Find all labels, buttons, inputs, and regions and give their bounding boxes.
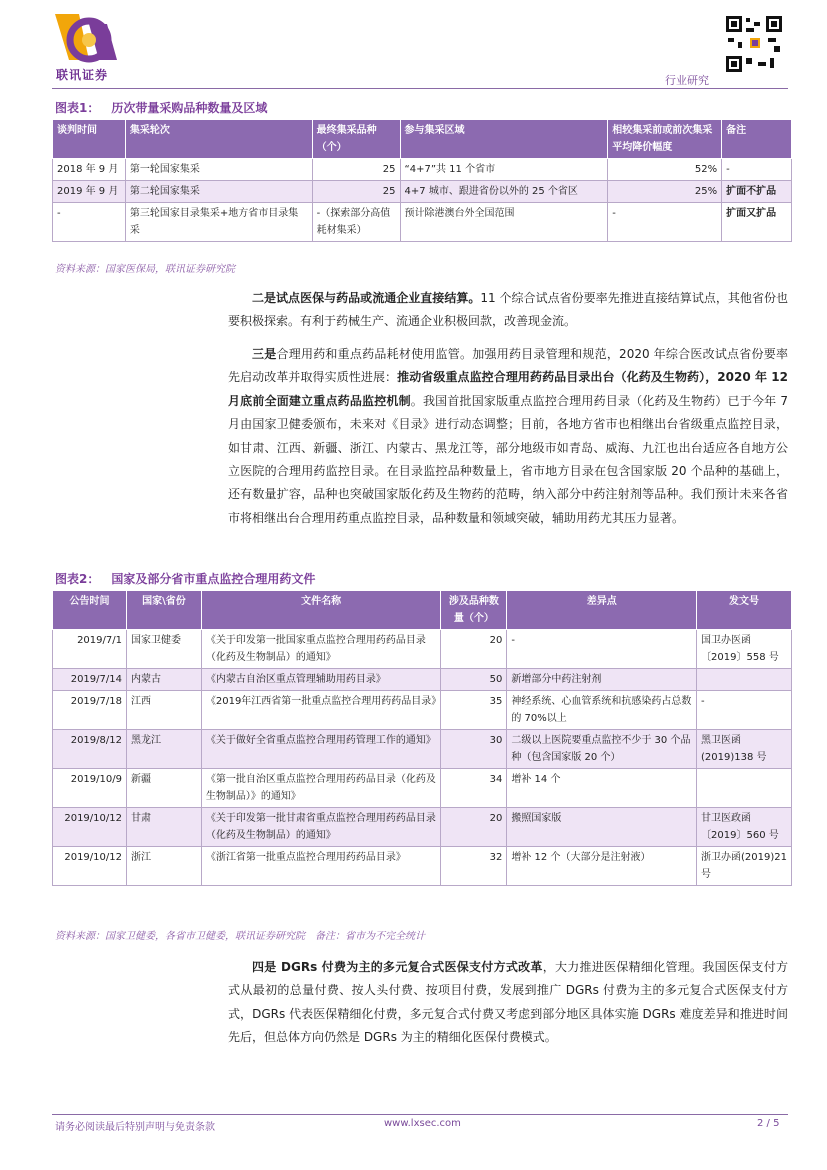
table-row — [53, 181, 792, 203]
table-cell: - — [722, 159, 792, 181]
table-cell: 2018 年 9 月 — [53, 159, 126, 181]
table-cell: 搬照国家版 — [507, 808, 697, 847]
table-cell: 2019/10/12 — [53, 847, 127, 886]
table-cell: 30 — [441, 730, 507, 769]
table1-header: 参与集采区域 — [400, 120, 608, 159]
table-cell: 增补 14 个 — [507, 769, 697, 808]
qr-code — [724, 14, 784, 74]
footer-website-link[interactable]: www.lxsec.com — [384, 1118, 461, 1129]
table2-header: 发文号 — [697, 591, 792, 630]
table-cell: 国卫办医函〔2019〕558 号 — [697, 630, 792, 669]
table-cell: 《关于印发第一批国家重点监控合理用药药品目录（化药及生物制品）的通知》 — [201, 630, 441, 669]
table2-header: 公告时间 — [53, 591, 127, 630]
table-cell: 25% — [608, 181, 722, 203]
table2 — [52, 590, 792, 886]
table1-source: 资料来源：国家医保局，联讯证券研究院 — [55, 264, 235, 275]
table1-header: 谈判时间 — [53, 120, 126, 159]
table-cell: 增补 12 个（大部分是注射液） — [507, 847, 697, 886]
table-cell: - — [53, 203, 126, 242]
table-cell: 4+7 城市、跟进省份以外的 25 个省区 — [400, 181, 608, 203]
table-cell: 32 — [441, 847, 507, 886]
table-cell: “4+7”共 11 个省市 — [400, 159, 608, 181]
table-cell: 《关于印发第一批甘肃省重点监控合理用药药品目录（化药及生物制品）的通知》 — [201, 808, 441, 847]
paragraph-text: ，大力推进医保精细化管理。我国医保支付方式从最初的总量付费、按人头付费、按项目付费，发展到推广 DGRs 付费为主的多元复合式医保支付方式，DGRs 代表医保精细化付费，多元复合式付费又考虑到部分地区具体实施 DGRs 难度差异和推进时间先后，但总体方向仍然是 DGRs 为主的精细化医保付费模式。 — [228, 960, 788, 1045]
paragraph-text: 11 个综合试点省份要率先推进直接结算试点，其他省份也要积极探索。有利于药械生产、流通企业积极回款，改善现金流。 — [228, 291, 788, 329]
paragraph-settlement — [228, 287, 788, 334]
paragraph-lead: 四是 DGRs 付费为主的多元复合式医保支付方式改革 — [252, 960, 543, 974]
table2-header: 差异点 — [507, 591, 697, 630]
table-cell — [697, 769, 792, 808]
table-cell: 黑卫医函(2019)138 号 — [697, 730, 792, 769]
table-row — [53, 630, 792, 669]
table-row — [53, 669, 792, 691]
table2-caption — [55, 570, 327, 587]
table1-label: 图表1： — [55, 101, 100, 115]
table2-header: 文件名称 — [201, 591, 441, 630]
table-cell: 50 — [441, 669, 507, 691]
header-divider — [52, 88, 788, 89]
table-cell: 内蒙古 — [126, 669, 201, 691]
table2-label: 图表2： — [55, 572, 100, 586]
table2-title: 国家及部分省市重点监控合理用药文件 — [111, 572, 316, 586]
table-row — [53, 691, 792, 730]
paragraph-emphasis: 推动省级重点监控合理用药药品目录出台（化药及生物药），2020 年 12 月底前全面建立重点药品监控机制 — [228, 370, 788, 408]
table1-header: 最终集采品种（个） — [312, 120, 400, 159]
table-cell: 20 — [441, 630, 507, 669]
footer-divider — [52, 1114, 788, 1115]
footer-disclaimer[interactable]: 请务必阅读最后特别声明与免责条款 — [55, 1122, 215, 1133]
table1-header: 相较集采前或前次集采平均降价幅度 — [608, 120, 722, 159]
table-cell: 2019/7/14 — [53, 669, 127, 691]
paragraph-text: 。我国首批国家版重点监控合理用药目录（化药及生物药）已于今年 7 月由国家卫健委颁布，未来对《目录》进行动态调整；目前，各地方省市也相继出台省级重点监控目录，如甘肃、江西、新疆、浙江、内蒙古、黑龙江等，部分地级市如青岛、威海、九江也出台适应各自地方公立医院的合理用药监控目录。在目录监控品种数量上，省市地方目录在包含国家版 20 个品种的基础上，还有数量扩容，品种也突破国家版化药及生物药的范畴，纳入部分中药注射剂等品种。我们预计未来各省市将相继出台合理用药重点监控目录，品种数量和领域突破，辅助用药尤其压力显著。 — [228, 393, 788, 525]
table-cell: - — [697, 691, 792, 730]
table-cell: 25 — [312, 181, 400, 203]
table-row — [53, 159, 792, 181]
table-cell: -（探索部分高值耗材集采） — [312, 203, 400, 242]
table-cell: 35 — [441, 691, 507, 730]
table-cell: 2019/7/18 — [53, 691, 127, 730]
table1-caption — [55, 99, 279, 116]
table-cell: 甘肃 — [126, 808, 201, 847]
table-cell: 《2019年江西省第一批重点监控合理用药药品目录》 — [201, 691, 441, 730]
table2-header: 国家\省份 — [126, 591, 201, 630]
logo-text: 联讯证券 — [56, 68, 109, 82]
table-cell: 新增部分中药注射剂 — [507, 669, 697, 691]
table2-header-row — [53, 591, 792, 630]
table-cell: 神经系统、心血管系统和抗感染药占总数的 70%以上 — [507, 691, 697, 730]
table-row — [53, 730, 792, 769]
table-cell — [697, 669, 792, 691]
table1-header-row — [53, 120, 792, 159]
table-row — [53, 769, 792, 808]
paragraph-lead: 三是 — [252, 347, 277, 361]
table2-source: 资料来源：国家卫健委，各省市卫健委，联讯证券研究院 备注：省市为不完全统计 — [55, 931, 425, 942]
table-cell: 第二轮国家集采 — [125, 181, 312, 203]
table-cell: 《浙江省第一批重点监控合理用药药品目录》 — [201, 847, 441, 886]
table-cell: 甘卫医政函〔2019〕560 号 — [697, 808, 792, 847]
table-cell: 预计除港澳台外全国范围 — [400, 203, 608, 242]
table-cell: 《第一批自治区重点监控合理用药药品目录（化药及生物制品）》的通知》 — [201, 769, 441, 808]
table-cell: 浙卫办函(2019)21 号 — [697, 847, 792, 886]
table-cell: 浙江 — [126, 847, 201, 886]
paragraph-lead: 二是试点医保与药品或流通企业直接结算。 — [252, 291, 481, 305]
table-cell: 2019/10/9 — [53, 769, 127, 808]
table-cell: 二级以上医院要重点监控不少于 30 个品种（包含国家版 20 个） — [507, 730, 697, 769]
report-category: 行业研究 — [665, 74, 709, 87]
table-cell: 第三轮国家目录集采+地方省市目录集采 — [125, 203, 312, 242]
table1 — [52, 119, 792, 242]
table-row — [53, 847, 792, 886]
table1-title: 历次带量采购品种数量及区域 — [111, 101, 268, 115]
table-cell: 新疆 — [126, 769, 201, 808]
table-cell: 2019/8/12 — [53, 730, 127, 769]
paragraph-rational-drug-use — [228, 343, 788, 530]
table-cell: 扩面不扩品 — [722, 181, 792, 203]
paragraph-dgrs-payment — [228, 956, 788, 1050]
table-cell: 2019/7/1 — [53, 630, 127, 669]
table-cell: - — [507, 630, 697, 669]
table1-header: 集采轮次 — [125, 120, 312, 159]
table-cell: 第一轮国家集采 — [125, 159, 312, 181]
paragraph-text: 合理用药和重点药品耗材使用监管。加强用药目录管理和规范，2020 年综合医改试点省份要率先启动改革并取得实质性进展： — [228, 347, 788, 385]
table-cell: 2019/10/12 — [53, 808, 127, 847]
table2-header: 涉及品种数量（个） — [441, 591, 507, 630]
table-cell: 黑龙江 — [126, 730, 201, 769]
page-number: 2 / 5 — [757, 1118, 780, 1129]
table-cell: 52% — [608, 159, 722, 181]
table1-header: 备注 — [722, 120, 792, 159]
table-cell: 34 — [441, 769, 507, 808]
table-cell: 《关于做好全省重点监控合理用药管理工作的通知》 — [201, 730, 441, 769]
table-row — [53, 203, 792, 242]
table-cell: 《内蒙古自治区重点管理辅助用药目录》 — [201, 669, 441, 691]
table-cell: 国家卫健委 — [126, 630, 201, 669]
table-cell: 20 — [441, 808, 507, 847]
table-cell: - — [608, 203, 722, 242]
table-row — [53, 808, 792, 847]
table-cell: 江西 — [126, 691, 201, 730]
table-cell: 2019 年 9 月 — [53, 181, 126, 203]
table-cell: 25 — [312, 159, 400, 181]
table-cell: 扩面又扩品 — [722, 203, 792, 242]
